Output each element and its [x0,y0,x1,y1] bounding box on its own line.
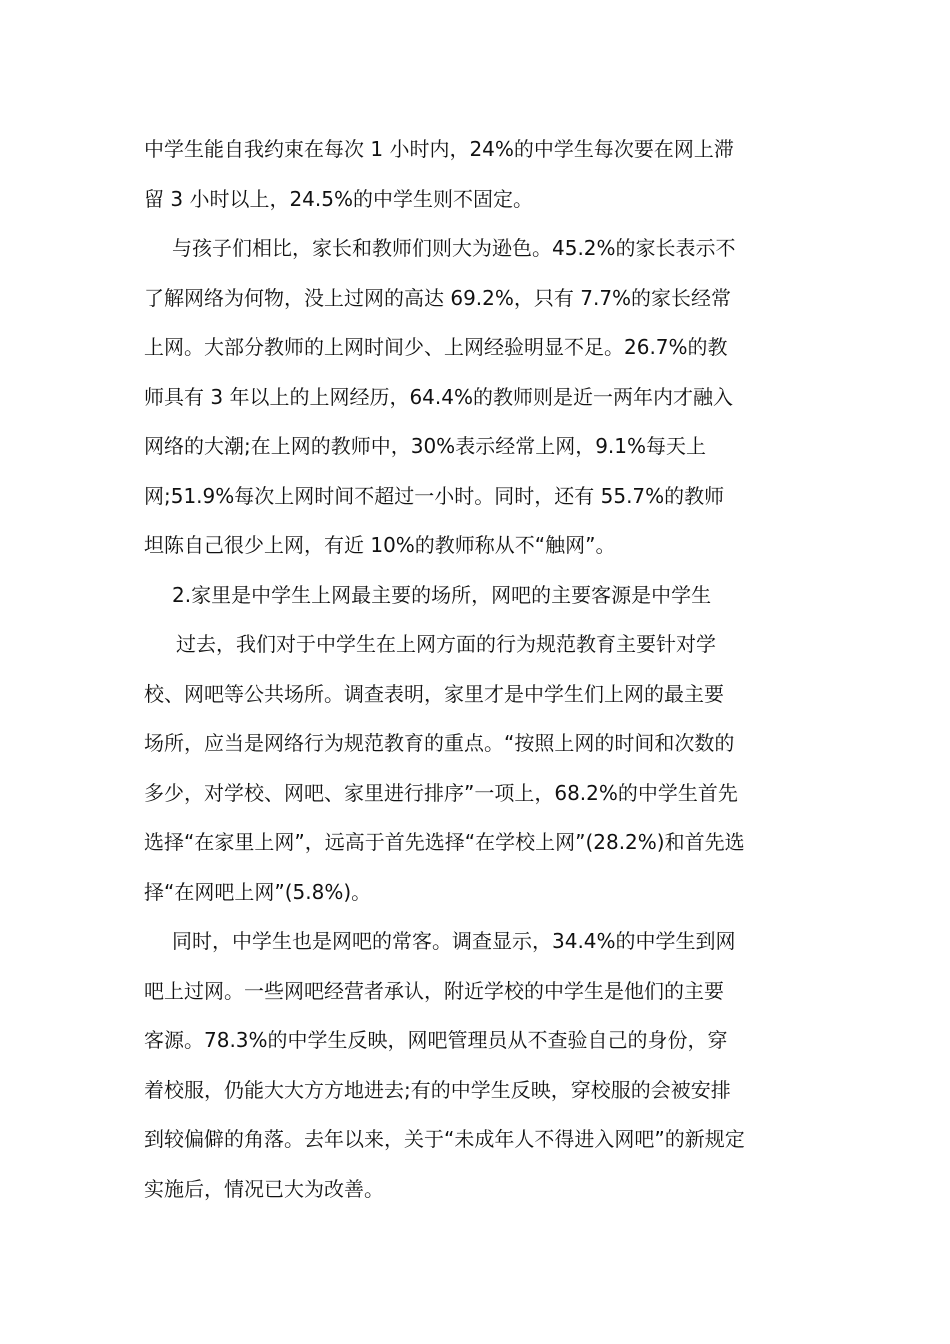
paragraph-4-line-1: 同时，中学生也是网吧的常客。调查显示，34.4%的中学生到网 [172,929,736,953]
paragraph-4-line-2: 吧上过网。一些网吧经营者承认，附近学校的中学生是他们的主要 [144,978,724,1003]
paragraph-2-line-6: 网;51.9%每次上网时间不超过一小时。同时，还有 55.7%的教师 [144,483,725,508]
paragraph-4-line-5: 到较偏僻的角落。去年以来，关于“未成年人不得进入网吧”的新规定 [144,1127,745,1151]
paragraph-4-line-4: 着校服，仍能大大方方地进去;有的中学生反映，穿校服的会被安排 [144,1077,731,1102]
paragraph-1-line-2: 留 3 小时以上，24.5%的中学生则不固定。 [144,186,533,211]
paragraph-2-line-2: 了解网络为何物，没上过网的高达 69.2%，只有 7.7%的家长经常 [144,285,732,310]
paragraph-3-line-6: 择“在网吧上网”(5.8%)。 [144,879,372,904]
paragraph-2-line-3: 上网。大部分教师的上网时间少、上网经验明显不足。26.7%的教 [144,335,728,359]
paragraph-3-line-2: 校、网吧等公共场所。调查表明，家里才是中学生们上网的最主要 [144,681,724,706]
paragraph-3-line-3: 场所，应当是网络行为规范教育的重点。“按照上网的时间和次数的 [144,731,735,755]
paragraph-4-line-6: 实施后，情况已大为改善。 [144,1176,384,1201]
document-body [144,125,810,1214]
paragraph-1-line-1: 中学生能自我约束在每次 1 小时内，24%的中学生每次要在网上滞 [144,137,734,161]
section-heading: 2.家里是中学生上网最主要的场所，网吧的主要客源是中学生 [172,582,712,607]
paragraph-2-line-7: 坦陈自己很少上网，有近 10%的教师称从不“触网”。 [144,533,616,557]
paragraph-2-line-1: 与孩子们相比，家长和教师们则大为逊色。45.2%的家长表示不 [172,236,736,260]
paragraph-2-line-4: 师具有 3 年以上的上网经历，64.4%的教师则是近一两年内才融入 [144,384,733,409]
paragraph-4-line-3: 客源。78.3%的中学生反映，网吧管理员从不查验自己的身份，穿 [144,1028,728,1052]
paragraph-3-line-4: 多少，对学校、网吧、家里进行排序”一项上，68.2%的中学生首先 [144,780,738,805]
paragraph-3-line-1: 过去，我们对于中学生在上网方面的行为规范教育主要针对学 [176,632,716,656]
paragraph-2-line-5: 网络的大潮;在上网的教师中，30%表示经常上网，9.1%每天上 [144,434,707,458]
paragraph-3-line-5: 选择“在家里上网”，远高于首先选择“在学校上网”(28.2%)和首先选 [144,830,745,854]
